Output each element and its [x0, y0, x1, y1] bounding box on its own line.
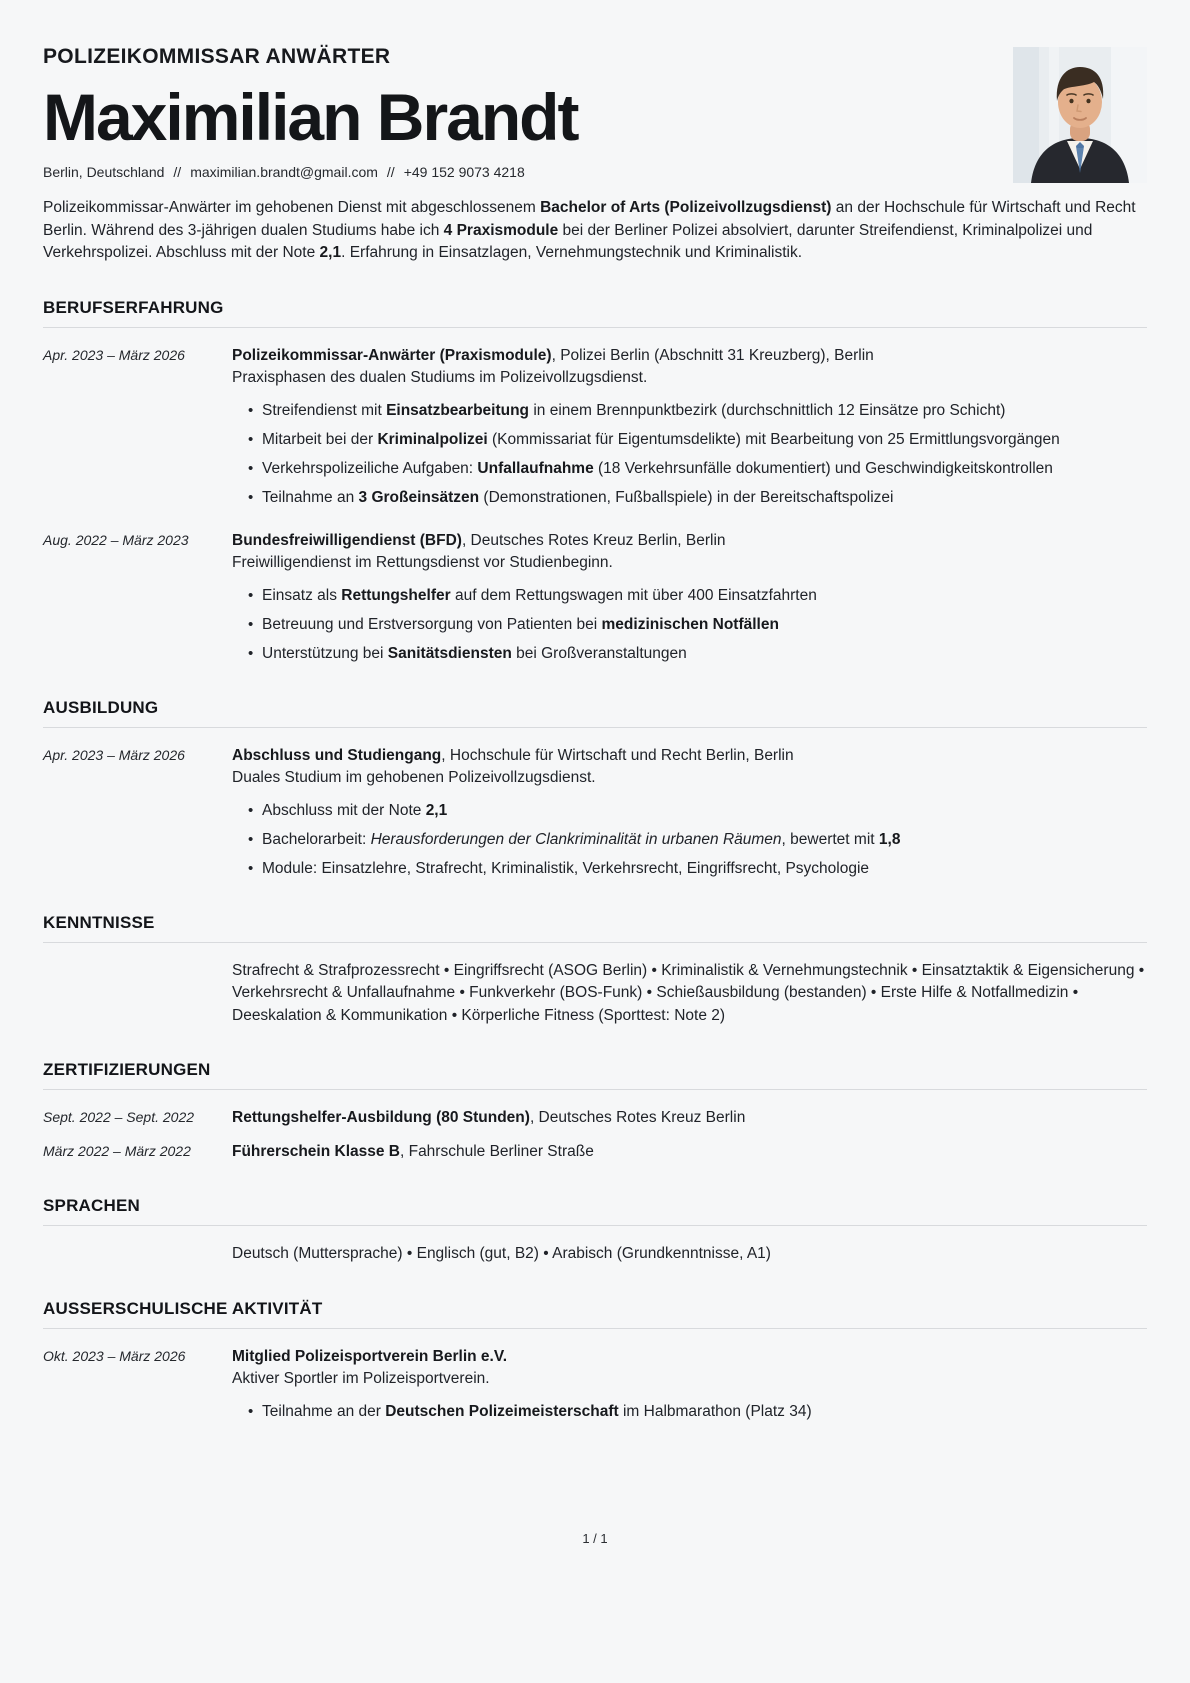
section-divider	[43, 727, 1147, 728]
entry-date: Apr. 2023 – März 2026	[43, 746, 185, 763]
bullet-item: • Mitarbeit bei der Kriminalpolizei (Kommissariat für Eigentumsdelikte) mit Bearbeitung von 25 Ermittlungsvorgängen	[262, 429, 1147, 451]
section-divider	[43, 1225, 1147, 1226]
skills-text: Strafrecht & Strafprozessrecht • Eingriffsrecht (ASOG Berlin) • Kriminalistik & Vernehmungstechnik • Einsatztaktik & Eigensicherung • Verkehrsrecht & Unfallaufnahme • Funkverkehr (BOS-Funk) • Schießausbildung (bestanden) • Erste Hilfe & Notfallmedizin • Deeskalation & Kommunikation • Körperliche Fitness (Sporttest: Note 2)	[232, 961, 1145, 1024]
profile-photo	[1013, 47, 1147, 183]
bullet-item: • Teilnahme an der Deutschen Polizeimeisterschaft im Halbmarathon (Platz 34)	[262, 1401, 1147, 1423]
section-heading: SPRACHEN	[43, 1196, 141, 1216]
bullet-item: • Module: Einsatzlehre, Strafrecht, Kriminalistik, Verkehrsrecht, Eingriffsrecht, Psychologie	[262, 858, 1147, 880]
bullet-item: • Abschluss mit der Note 2,1	[262, 800, 1147, 822]
bullet-list	[232, 1401, 1147, 1423]
contact-separator: //	[386, 164, 395, 181]
empty-date-column	[43, 960, 232, 1028]
experience-entry	[43, 345, 1147, 509]
entry-title: Polizeikommissar-Anwärter (Praxismodule), Polizei Berlin (Abschnitt 31 Kreuzberg), Berlin	[232, 346, 874, 364]
entry-title: Bundesfreiwilligendienst (BFD), Deutsches Rotes Kreuz Berlin, Berlin	[232, 531, 726, 549]
bullet-list	[232, 800, 1147, 880]
entry-title: Führerschein Klasse B, Fahrschule Berliner Straße	[232, 1142, 594, 1160]
entry-title: Mitglied Polizeisportverein Berlin e.V.	[232, 1347, 508, 1365]
section-heading: KENNTNISSE	[43, 912, 155, 932]
section-kenntnisse	[43, 913, 1147, 1028]
languages-text: Deutsch (Muttersprache) • Englisch (gut, B2) • Arabisch (Grundkenntnisse, A1)	[232, 1245, 771, 1263]
experience-entry	[43, 530, 1147, 665]
entry-date: Sept. 2022 – Sept. 2022	[43, 1109, 195, 1126]
section-divider	[43, 327, 1147, 328]
entry-date: März 2022 – März 2022	[43, 1142, 191, 1159]
bullet-item: • Einsatz als Rettungshelfer auf dem Rettungswagen mit über 400 Einsatzfahrten	[262, 585, 1147, 607]
bullet-item: • Streifendienst mit Einsatzbearbeitung in einem Brennpunktbezirk (durchschnittlich 12 Einsätze pro Schicht)	[262, 400, 1147, 422]
candidate-name: Maximilian Brandt	[43, 80, 578, 154]
section-aktivitaet	[43, 1299, 1147, 1423]
contact-location: Berlin, Deutschland	[43, 164, 165, 181]
contact-phone: +49 152 9073 4218	[403, 164, 525, 181]
section-ausbildung	[43, 698, 1147, 880]
empty-date-column	[43, 1243, 232, 1266]
resume-header	[43, 45, 1147, 180]
section-divider	[43, 1089, 1147, 1090]
entry-subtitle: Aktiver Sportler im Polizeisportverein.	[232, 1370, 490, 1388]
entry-subtitle: Freiwilligendienst im Rettungsdienst vor Studienbeginn.	[232, 554, 613, 572]
profile-photo-illustration	[1013, 47, 1147, 183]
bullet-item: • Verkehrspolizeiliche Aufgaben: Unfallaufnahme (18 Verkehrsunfälle dokumentiert) und Geschwindigkeitskontrollen	[262, 458, 1147, 480]
bullet-item: • Teilnahme an 3 Großeinsätzen (Demonstrationen, Fußballspiele) in der Bereitschaftspolizei	[262, 487, 1147, 509]
section-heading: ZERTIFIZIERUNGEN	[43, 1060, 211, 1080]
bullet-item: • Bachelorarbeit: Herausforderungen der Clankriminalität in urbanen Räumen, bewertet mit 1,8	[262, 829, 1147, 851]
section-sprachen	[43, 1196, 1147, 1266]
entry-date: Apr. 2023 – März 2026	[43, 346, 185, 363]
bullet-list	[232, 400, 1147, 509]
contact-line	[43, 164, 1147, 180]
section-heading: AUSSERSCHULISCHE AKTIVITÄT	[43, 1298, 323, 1318]
section-divider	[43, 942, 1147, 943]
contact-separator: //	[173, 164, 182, 181]
entry-title: Rettungshelfer-Ausbildung (80 Stunden), Deutsches Rotes Kreuz Berlin	[232, 1109, 746, 1127]
section-divider	[43, 1328, 1147, 1329]
contact-email: maximilian.brandt@gmail.com	[190, 164, 378, 181]
footer-page-indicator: 1 / 1	[582, 1531, 608, 1546]
job-title-overline: POLIZEIKOMMISSAR ANWÄRTER	[43, 45, 391, 68]
entry-date: Okt. 2023 – März 2026	[43, 1347, 186, 1364]
entry-date: Aug. 2022 – März 2023	[43, 531, 189, 548]
section-zertifizierungen	[43, 1060, 1147, 1163]
entry-title: Abschluss und Studiengang, Hochschule für Wirtschaft und Recht Berlin, Berlin	[232, 746, 794, 764]
section-heading: BERUFSERFAHRUNG	[43, 297, 224, 317]
summary-paragraph: Polizeikommissar-Anwärter im gehobenen Dienst mit abgeschlossenem Bachelor of Arts (Polizeivollzugsdienst) an der Hochschule für Wirtschaft und Recht Berlin. Während des 3-jährigen dualen Studiums habe ich 4 Praxismodule bei der Berliner Polizei absolviert, darunter Streifendienst, Kriminalpolizei und Verkehrspolizei. Abschluss mit der Note 2,1. Erfahrung in Einsatzlagen, Vernehmungstechnik und Kriminalistik.	[43, 199, 1136, 262]
activity-entry	[43, 1346, 1147, 1423]
entry-subtitle: Duales Studium im gehobenen Polizeivollzugsdienst.	[232, 769, 596, 787]
section-heading: AUSBILDUNG	[43, 697, 159, 717]
bullet-item: • Unterstützung bei Sanitätsdiensten bei Großveranstaltungen	[262, 643, 1147, 665]
education-entry	[43, 745, 1147, 880]
certification-entry	[43, 1107, 1147, 1130]
section-berufserfahrung	[43, 298, 1147, 665]
certification-entry	[43, 1141, 1147, 1164]
bullet-list	[232, 585, 1147, 665]
bullet-item: • Betreuung und Erstversorgung von Patienten bei medizinischen Notfällen	[262, 614, 1147, 636]
entry-subtitle: Praxisphasen des dualen Studiums im Polizeivollzugsdienst.	[232, 369, 648, 387]
